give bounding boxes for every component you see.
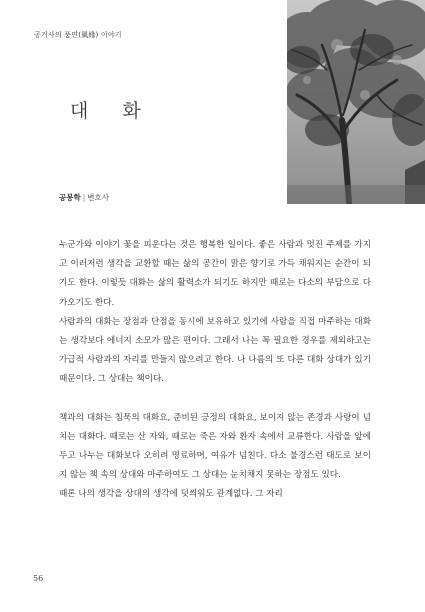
series-header: 공거사의 풍연(風緣) 이야기: [34, 31, 122, 39]
page-number: 56: [33, 574, 44, 583]
tree-photo-graphic: [287, 0, 425, 204]
article-title: 대 화: [70, 100, 155, 122]
byline: [59, 192, 109, 203]
paragraph: 사람과의 대화는 장점과 단점을 동시에 보유하고 있기에 사람을 직접 마주하는 대화는 생각보다 에너지 소모가 많은 편이다. 그래서 나는 꼭 필요한 경우를 제외하고는 가급적 사람과의 자리를 만들지 않으려고 한다. 나 나름의 또 다른 대화 상대가 있기 때문이다. 그 상대는 책이다.: [59, 316, 371, 385]
byline-separator: |: [82, 193, 86, 202]
paragraph: 책과의 대화는 침묵의 대화요, 준비된 긍정의 대화요, 보이지 않는 존경과 사랑이 넘치는 대화다. 때로는 산 자와, 때로는 죽은 자와 환자 속에서 교류한다. 사람을 앞에 두고 나누는 대화보다 오히려 명료하며, 여유가 넘친다. 다소 불경스런 태도로 보이지 않는 책 속의 상대와 마주하여도 그 상대는 눈치채지 못하는 장점도 있다.: [59, 412, 371, 481]
tree-photo: [287, 0, 425, 204]
paragraph: 때론 나의 생각을 상대의 생각에 덧씌워도 관계없다. 그 자리: [59, 489, 283, 500]
author-role: 변호사: [87, 193, 110, 202]
article-body: [59, 236, 371, 505]
author-name: 공봉학: [59, 193, 81, 202]
paragraph: 누군가와 이야기 꽃을 피운다는 것은 행복한 일이다. 좋은 사람과 멋진 주제를 가지고 이러저런 생각을 교환할 때는 삶의 공간이 맑은 향기로 가득 채워지는 순간이 되기도 한다. 이렇듯 대화는 삶의 활력소가 되기도 하지만 때로는 다소의 부담으로 다가오기도 한다.: [59, 240, 371, 308]
